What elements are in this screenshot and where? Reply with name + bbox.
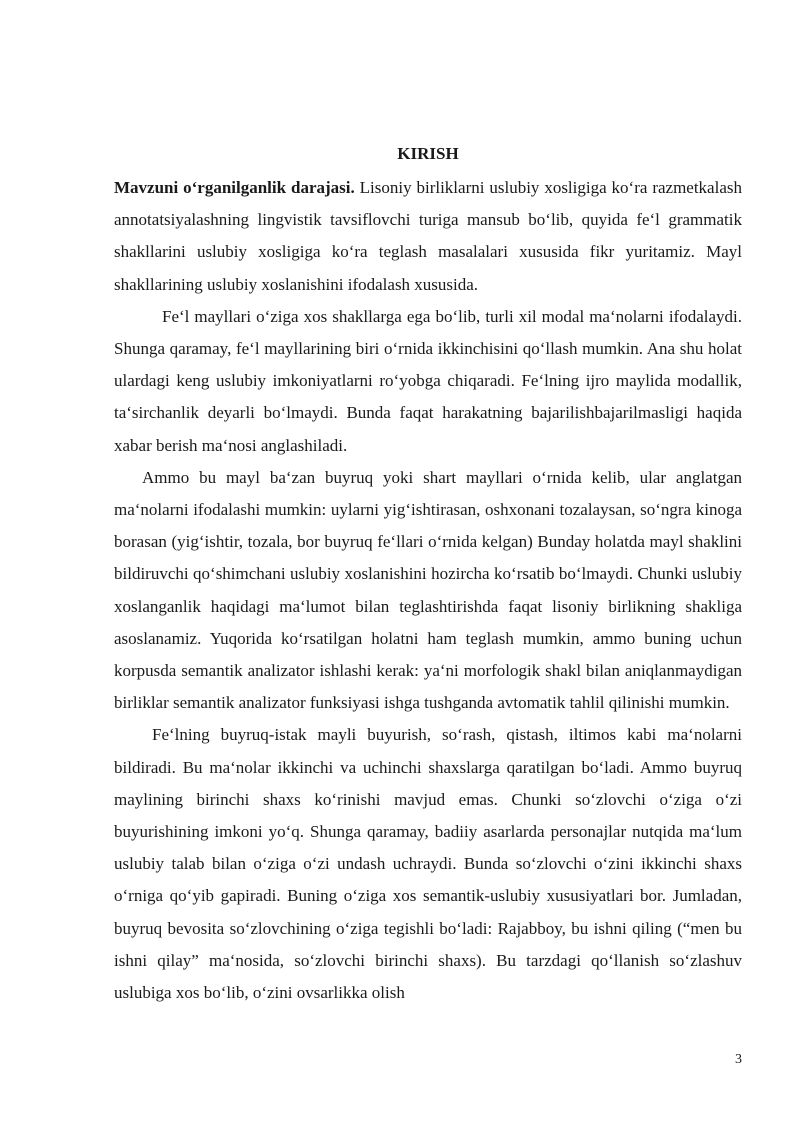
paragraph-4: Fe‘lning buyruq-istak mayli buyurish, so‘rash, qistash, iltimos kabi ma‘nolarni bildiradi. Bu ma‘nolar ikkinchi va uchinchi shaxslarga qaratilgan bo‘ladi. Ammo buyruq maylining birinchi shaxs ko‘rinishi mavjud emas. Chunki so‘zlovchi o‘ziga o‘zi buyurishining imkoni yo‘q. Shunga qaramay, badiiy asarlarda personajlar nutqida ma‘lum uslubiy talab bilan o‘ziga o‘zi undash uchraydi. Bunda so‘zlovchi o‘zini ikkinchi shaxs o‘rniga qo‘yib gapiradi. Buning o‘ziga xos semantik-uslubiy xususiyatlari bor. Jumladan, buyruq bevosita so‘zlovchining o‘ziga tegishli bo‘ladi: Rajabboy, bu ishni qiling (“men bu ishni qilay” ma‘nosida, so‘zlovchi birinchi shaxs). Bu tarzdagi qo‘llanish so‘zlashuv uslubiga xos bo‘lib, o‘zini ovsarlikka olish (114, 725, 742, 1003)
paragraph-1-lead: Mavzuni o‘rganilganlik darajasi. (114, 178, 355, 197)
paragraph-3: Ammo bu mayl ba‘zan buyruq yoki shart mayllari o‘rnida kelib, ular anglatgan ma‘nolarni ifodalashi mumkin: uylarni yig‘ishtirasan, oshxonani tozalaysan, so‘ngra kinoga borasan (yig‘ishtir, tozala, bor buyruq fe‘llari o‘rnida kelgan) Bunday holatda mayl shaklini bildiruvchi qo‘shimchani uslubiy xoslanishini hozircha ko‘rsatib bo‘lmaydi. Chunki uslubiy xoslanganlik haqidagi ma‘lumot bilan teglashtirishda faqat lisoniy birlikning shakliga asoslanamiz. Yuqorida ko‘rsatilgan holatni ham teglash mumkin, ammo buning uchun korpusda semantik analizator ishlashi kerak: ya‘ni morfologik shakl bilan aniqlanmaydigan birliklar semantik analizator funksiyasi ishga tushganda avtomatik tahlil qilinishi mumkin. (114, 467, 742, 713)
paragraph-2: Fe‘l mayllari o‘ziga xos shakllarga ega bo‘lib, turli xil modal ma‘nolarni ifodalaydi. Shunga qaramay, fe‘l mayllarining biri o‘rnida ikkinchisini qo‘llash mumkin. Ana shu holat ulardagi keng uslubiy imkoniyatlarni ro‘yobga chiqaradi. Fe‘lning ijro maylida modallik, ta‘sirchanlik deyarli bo‘lmaydi. Bunda faqat harakatning bajarilishbajarilmasligi haqida xabar berish ma‘nosi anglashiladi. (114, 306, 742, 455)
body-text (114, 172, 742, 1009)
page-number: 3 (735, 1052, 742, 1067)
paragraph-1 (114, 172, 742, 301)
paragraph-1-text: Lisoniy birliklarni uslubiy xosligiga ko‘ra razmetkalash annotatsiyalashning lingvistik tavsiflovchi turiga mansub bo‘lib, quyida fe‘l grammatik shakllarini uslubiy xosligiga ko‘ra teglash masalalari xususida fikr yuritamiz. Mayl shakllarining uslubiy xoslanishini ifodalash xususida. (114, 178, 742, 294)
page-title: KIRISH (397, 144, 459, 163)
